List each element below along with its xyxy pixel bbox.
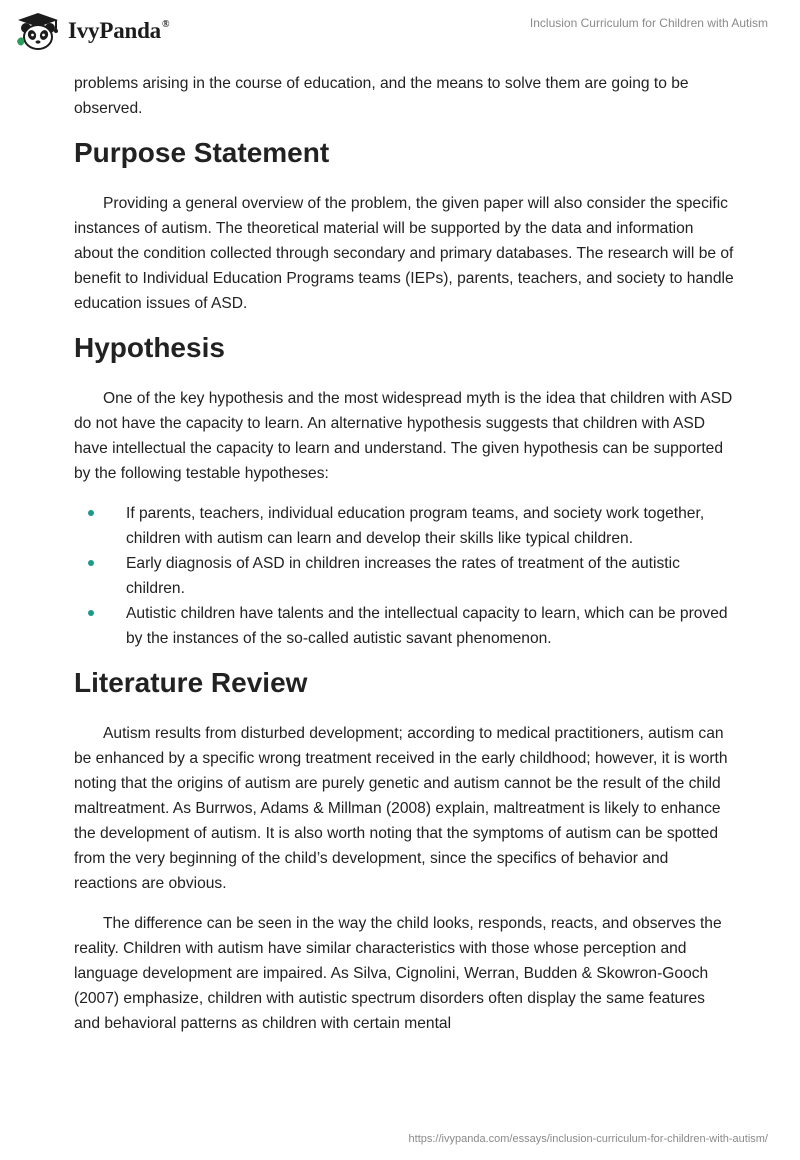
bullet-icon (88, 510, 94, 516)
bullet-icon (88, 610, 94, 616)
hypothesis-paragraph: One of the key hypothesis and the most widespread myth is the idea that children with ASD do not have the capacity to learn. An alternative hypothesis suggests that children with ASD have intellectual the capacity to learn and understand. The given hypothesis can be supported by the following testable hypotheses: (74, 390, 733, 482)
page-header (0, 0, 800, 56)
literature-heading: Literature Review (74, 667, 308, 698)
source-url[interactable]: https://ivypanda.com/essays/inclusion-curriculum-for-children-with-autism/ (408, 1133, 768, 1145)
registered-mark: ® (161, 19, 170, 30)
list-item-text: Autistic children have talents and the intellectual capacity to learn, which can be proved by the instances of the so-called autistic savant phenomenon. (126, 605, 728, 647)
list-item-text: If parents, teachers, individual education program teams, and society work together, children with autism can learn and develop their skills like typical children. (126, 505, 705, 547)
brand-logo[interactable] (14, 8, 169, 54)
purpose-heading: Purpose Statement (74, 137, 330, 168)
literature-paragraph-2: The difference can be seen in the way the child looks, responds, reacts, and observes the reality. Children with autism have similar characteristics with those whose perception and language development are impaired. As Silva, Cignolini, Werran, Budden & Skowron-Gooch (2007) emphasize, children with autistic spectrum disorders often display the same features and behavioral patterns as children with certain mental (74, 915, 722, 1032)
list-item (74, 501, 734, 551)
brand-name: IvyPanda® (68, 18, 170, 43)
article-body (74, 71, 734, 1051)
literature-paragraph-1: Autism results from disturbed development; according to medical practitioners, autism can be enhanced by a specific wrong treatment received in the early childhood; however, it is worth noting that the origins of autism are purely genetic and autism cannot be the result of the child maltreatment. As Burrwos, Adams & Millman (2008) explain, maltreatment is likely to enhance the development of autism. It is also worth noting that the symptoms of autism can be spotted from the very beginning of the child’s development, since the specifics of behavior and reactions are obvious. (74, 725, 728, 892)
purpose-paragraph: Providing a general overview of the problem, the given paper will also consider the specific instances of autism. The theoretical material will be supported by the data and information about the condition collected through secondary and primary databases. The research will be of benefit to Individual Education Programs teams (IEPs), parents, teachers, and society to handle education issues of ASD. (74, 195, 734, 312)
hypothesis-heading: Hypothesis (74, 332, 225, 363)
bullet-icon (88, 560, 94, 566)
list-item-text: Early diagnosis of ASD in children increases the rates of treatment of the autistic children. (126, 555, 680, 597)
hypotheses-list (74, 501, 734, 651)
list-item (74, 551, 734, 601)
intro-paragraph-tail: problems arising in the course of education, and the means to solve them are going to be observed. (74, 75, 689, 117)
list-item (74, 601, 734, 651)
panda-logo-icon (14, 11, 62, 51)
document-title: Inclusion Curriculum for Children with Autism (529, 16, 768, 30)
